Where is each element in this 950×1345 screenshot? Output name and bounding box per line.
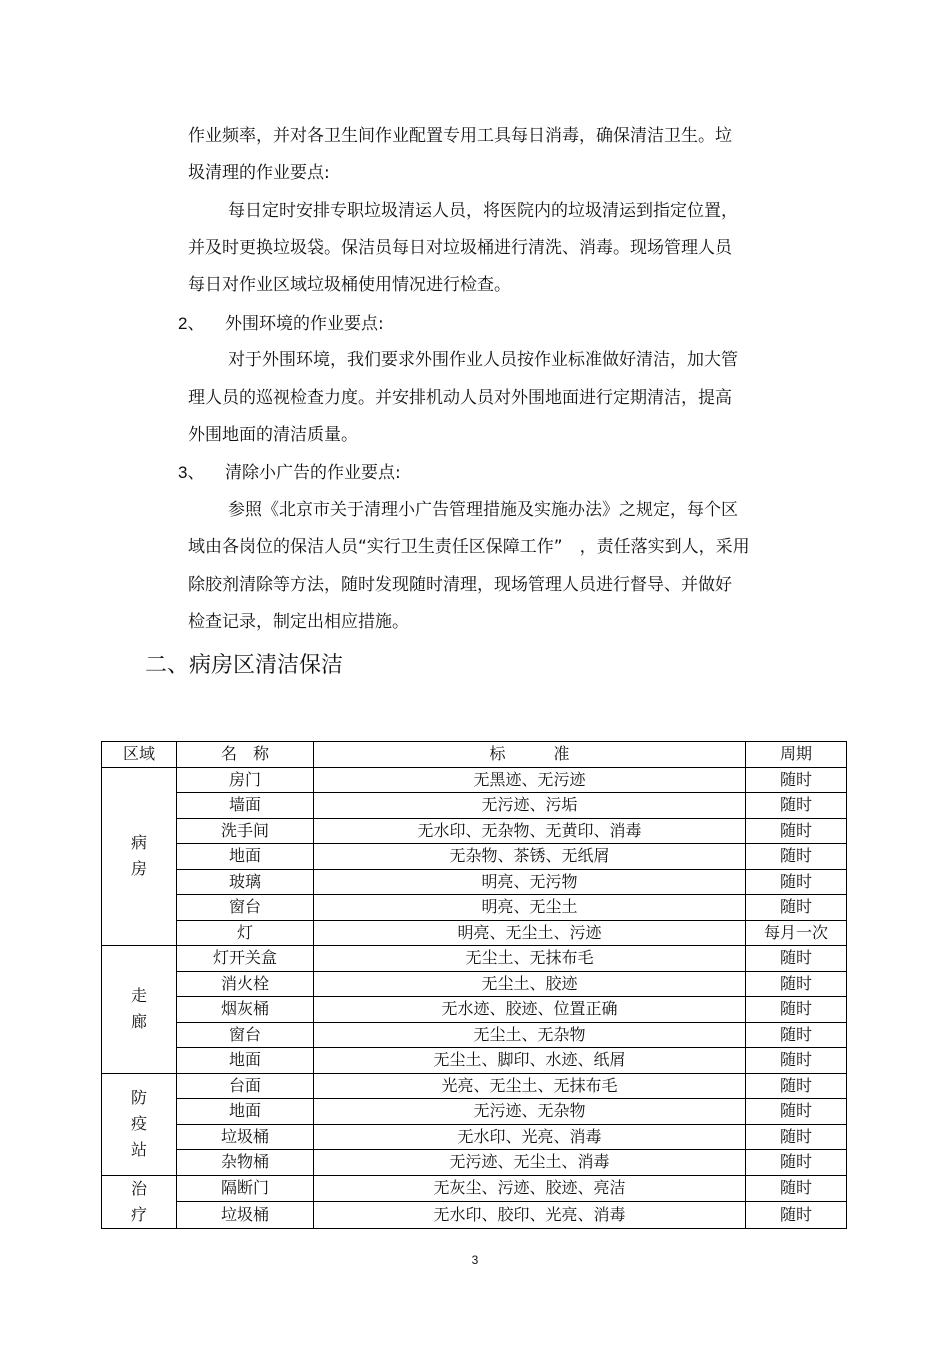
cycle-cell: 随时: [746, 997, 847, 1023]
cycle-cell: 随时: [746, 946, 847, 972]
paragraph-line: 域由各岗位的保洁人员“实行卫生责任区保障工作” ，责任落实到人，采用: [188, 537, 750, 557]
item-name-cell: 地面: [177, 844, 314, 870]
table-row: [102, 1022, 847, 1048]
header-standard: 标 准: [314, 742, 746, 768]
area-label-char: 病: [130, 833, 147, 853]
list-item-title: 外围环境的作业要点:: [225, 314, 384, 334]
item-name-cell: 墙面: [177, 793, 314, 819]
standard-cell: 无杂物、茶锈、无纸屑: [314, 844, 746, 870]
cycle-cell: 随时: [746, 793, 847, 819]
table-row: [102, 869, 847, 895]
standard-cell: 无尘土、脚印、水迹、纸屑: [314, 1048, 746, 1074]
standard-cell: 无尘土、胶迹: [314, 971, 746, 997]
area-label-char: 站: [130, 1140, 147, 1159]
header-area: 区域: [102, 742, 177, 768]
item-name-cell: 房门: [177, 767, 314, 793]
header-name: 名 称: [177, 742, 314, 768]
paragraph-line: 除胶剂清除等方法，随时发现随时清理，现场管理人员进行督导、并做好: [188, 575, 732, 595]
paragraph-line: 理人员的巡视检查力度。并安排机动人员对外围地面进行定期清洁，提高: [188, 388, 732, 408]
item-name-cell: 地面: [177, 1048, 314, 1074]
cycle-cell: 随时: [746, 1048, 847, 1074]
table-row: [102, 946, 847, 972]
standard-cell: 明亮、无尘土: [314, 895, 746, 921]
table-row: [102, 1048, 847, 1074]
cycle-cell: 随时: [746, 1124, 847, 1150]
item-name-cell: 洗手间: [177, 818, 314, 844]
cycle-cell: 随时: [746, 895, 847, 921]
table-row: [102, 844, 847, 870]
table-row: [102, 1175, 847, 1202]
standard-cell: 无黑迹、无污迹: [314, 767, 746, 793]
cycle-cell: 每月一次: [746, 920, 847, 946]
item-name-cell: 杂物桶: [177, 1150, 314, 1176]
item-name-cell: 垃圾桶: [177, 1202, 314, 1229]
area-label-char: 防: [130, 1088, 147, 1107]
standard-cell: 无灰尘、污迹、胶迹、亮洁: [314, 1175, 746, 1202]
item-name-cell: 烟灰桶: [177, 997, 314, 1023]
paragraph-line: 参照《北京市关于清理小广告管理措施及实施办法》之规定，每个区: [228, 500, 738, 520]
list-number: 3、: [178, 463, 205, 482]
table-row: [102, 767, 847, 793]
paragraph-line: 检查记录，制定出相应措施。: [188, 612, 409, 632]
cycle-cell: 随时: [746, 1099, 847, 1125]
cycle-cell: 随时: [746, 844, 847, 870]
paragraph-line: 并及时更换垃圾袋。保洁员每日对垃圾桶进行清洗、消毒。现场管理人员: [188, 238, 732, 258]
cycle-cell: 随时: [746, 767, 847, 793]
area-label-char: 走: [130, 986, 147, 1006]
cleaning-standards-table: [101, 741, 847, 1229]
standard-cell: 无尘土、无抹布毛: [314, 946, 746, 972]
standard-cell: 明亮、无尘土、污迹: [314, 920, 746, 946]
area-label-char: 廊: [130, 1012, 147, 1032]
table-row: [102, 1073, 847, 1099]
paragraph-line: 对于外围环境，我们要求外围作业人员按作业标准做好清洁，加大管: [228, 350, 738, 370]
area-label-char: 疗: [130, 1204, 147, 1224]
table-row: [102, 793, 847, 819]
area-label-char: 疫: [130, 1114, 147, 1133]
table-row: [102, 1124, 847, 1150]
standard-cell: 光亮、无尘土、无抹布毛: [314, 1073, 746, 1099]
item-name-cell: 台面: [177, 1073, 314, 1099]
standard-cell: 无水印、光亮、消毒: [314, 1124, 746, 1150]
table-row: [102, 920, 847, 946]
item-name-cell: 灯: [177, 920, 314, 946]
table-row: [102, 971, 847, 997]
paragraph-line: 每日对作业区域垃圾桶使用情况进行检查。: [188, 275, 511, 295]
standard-cell: 无污迹、污垢: [314, 793, 746, 819]
paragraph-line: 外围地面的清洁质量。: [188, 425, 358, 445]
area-label-char: 房: [130, 859, 147, 879]
cycle-cell: 随时: [746, 1150, 847, 1176]
header-cycle: 周期: [746, 742, 847, 768]
item-name-cell: 垃圾桶: [177, 1124, 314, 1150]
item-name-cell: 窗台: [177, 895, 314, 921]
cycle-cell: 随时: [746, 1022, 847, 1048]
standard-cell: 无水印、胶印、光亮、消毒: [314, 1202, 746, 1229]
paragraph-line: 作业频率，并对各卫生间作业配置专用工具每日消毒，确保清洁卫生。垃: [188, 126, 732, 146]
cycle-cell: 随时: [746, 818, 847, 844]
cycle-cell: 随时: [746, 1175, 847, 1202]
paragraph-line: 圾清理的作业要点:: [188, 163, 330, 183]
table-row: [102, 895, 847, 921]
item-name-cell: 消火栓: [177, 971, 314, 997]
cycle-cell: 随时: [746, 1202, 847, 1229]
standard-cell: 无污迹、无杂物: [314, 1099, 746, 1125]
area-cell: [102, 767, 177, 946]
standard-cell: 无污迹、无尘土、消毒: [314, 1150, 746, 1176]
standard-cell: 无水印、无杂物、无黄印、消毒: [314, 818, 746, 844]
table-row: [102, 1202, 847, 1229]
item-name-cell: 窗台: [177, 1022, 314, 1048]
table-row: [102, 1099, 847, 1125]
paragraph-line: 每日定时安排专职垃圾清运人员，将医院内的垃圾清运到指定位置，: [228, 201, 738, 221]
list-number: 2、: [178, 314, 205, 333]
standard-cell: 无水迹、胶迹、位置正确: [314, 997, 746, 1023]
item-name-cell: 玻璃: [177, 869, 314, 895]
area-label-char: 治: [130, 1178, 147, 1198]
item-name-cell: 灯开关盒: [177, 946, 314, 972]
table-header-row: [102, 742, 847, 768]
area-cell: [102, 946, 177, 1074]
standard-cell: 明亮、无污物: [314, 869, 746, 895]
item-name-cell: 隔断门: [177, 1175, 314, 1202]
table-row: [102, 818, 847, 844]
area-cell: [102, 1175, 177, 1228]
section-heading: 二、病房区清洁保洁: [145, 653, 344, 678]
cycle-cell: 随时: [746, 1073, 847, 1099]
item-name-cell: 地面: [177, 1099, 314, 1125]
page-number: 3: [471, 1253, 479, 1267]
cycle-cell: 随时: [746, 971, 847, 997]
standard-cell: 无尘土、无杂物: [314, 1022, 746, 1048]
cycle-cell: 随时: [746, 869, 847, 895]
list-item-title: 清除小广告的作业要点:: [225, 463, 401, 483]
table-row: [102, 997, 847, 1023]
area-cell: [102, 1073, 177, 1175]
table-row: [102, 1150, 847, 1176]
